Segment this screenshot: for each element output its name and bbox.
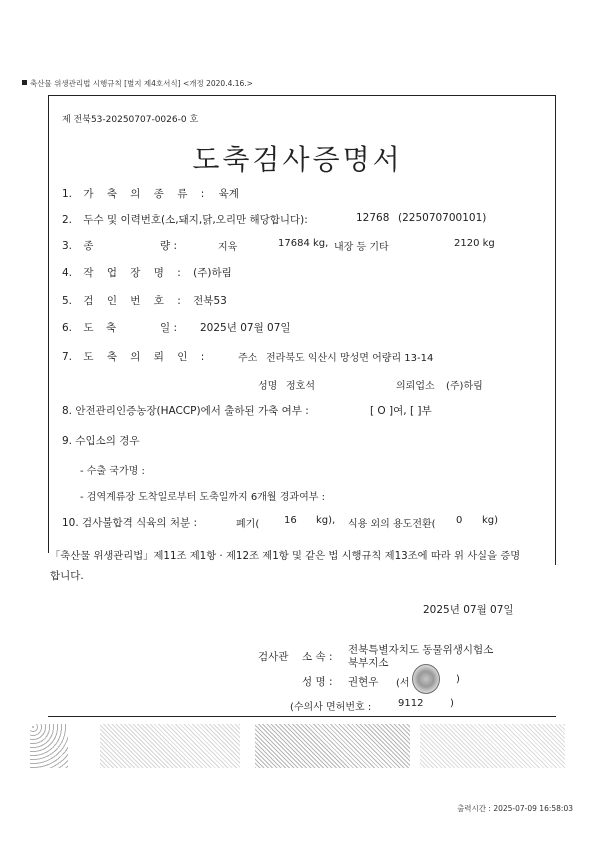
row-workplace bbox=[62, 265, 232, 280]
inspector-label: 검사관 bbox=[258, 651, 289, 663]
other-use-unit: kg) bbox=[482, 515, 499, 526]
document-number: 제 전북53-20250707-0026-0 호 bbox=[62, 115, 199, 125]
discard-unit: kg), bbox=[316, 515, 336, 526]
row-requester bbox=[62, 349, 209, 364]
carcass-label: 지육 bbox=[218, 242, 238, 253]
row-value: (주)하림 bbox=[193, 267, 232, 279]
security-pattern bbox=[30, 724, 68, 768]
seal-open: (서 bbox=[396, 678, 410, 689]
square-bullet-icon bbox=[22, 80, 27, 85]
headcount-value: 12768 bbox=[356, 212, 390, 224]
security-pattern bbox=[255, 724, 410, 768]
legal-statement-line2: 합니다. bbox=[50, 570, 84, 582]
row-label: 가 축 의 종 류 : bbox=[83, 188, 210, 200]
row-label: 검사불합격 식육의 처분 : bbox=[82, 517, 198, 529]
requester-org: (주)하림 bbox=[446, 381, 483, 392]
row-label-3: 일 : bbox=[160, 322, 178, 334]
affiliation-label: 소 속 : bbox=[302, 651, 333, 663]
slaughter-date: 2025년 07월 07일 bbox=[200, 322, 291, 334]
row-slaughter-date bbox=[62, 320, 94, 335]
requester-name-label: 성명 bbox=[258, 381, 278, 392]
row-number: 7. bbox=[62, 351, 73, 363]
legal-statement-line1: 「축산물 위생관리법」제11조 제1항 · 제12조 제1항 및 같은 법 시행규칙 제13조에 따라 위 사실을 증명 bbox=[50, 550, 521, 562]
frame-top bbox=[48, 95, 556, 96]
row-value: 전북53 bbox=[193, 295, 227, 307]
row-label: 검 인 번 호 : bbox=[83, 295, 186, 307]
row-weight bbox=[62, 238, 94, 253]
row-number: 5. bbox=[62, 295, 73, 307]
export-country-label: - 수출 국가명 : bbox=[80, 466, 145, 477]
row-label: 작 업 장 명 : bbox=[83, 267, 186, 279]
row-label-2: 축 bbox=[106, 322, 117, 334]
haccp-value: [ O ]여, [ ]부 bbox=[370, 405, 432, 417]
row-number: 9. bbox=[62, 435, 73, 447]
row-disposal bbox=[62, 515, 197, 530]
row-label: 도 축 의 뢰 인 : bbox=[83, 351, 210, 363]
license-close: ) bbox=[450, 698, 454, 709]
inspector-name: 권현우 bbox=[348, 676, 379, 688]
row-label: 안전관리인증농장(HACCP)에서 출하된 가축 여부 : bbox=[75, 405, 309, 417]
row-number: 4. bbox=[62, 267, 73, 279]
row-number: 10. bbox=[62, 517, 79, 529]
discard-value: 16 bbox=[284, 515, 297, 526]
row-number: 3. bbox=[62, 240, 73, 252]
row-label-2: 량 : bbox=[160, 240, 178, 252]
address-label: 주소 bbox=[238, 353, 258, 364]
discard-label: 폐기( bbox=[236, 519, 260, 530]
row-number: 6. bbox=[62, 322, 73, 334]
row-label: 종 bbox=[83, 240, 94, 252]
offal-weight: 2120 kg bbox=[454, 238, 495, 249]
inspector-name-label: 성 명 : bbox=[302, 676, 333, 688]
requester-name: 정호석 bbox=[286, 381, 315, 392]
row-headcount bbox=[62, 212, 308, 227]
issue-date: 2025년 07월 07일 bbox=[423, 604, 514, 616]
affiliation-line2: 북부지소 bbox=[348, 657, 389, 669]
row-number: 2. bbox=[62, 214, 73, 226]
affiliation-line1: 전북특별자치도 동물위생시험소 bbox=[348, 644, 494, 656]
other-use-label: 식용 외의 용도전환( bbox=[348, 519, 436, 530]
page-title: 도축검사증명서 bbox=[192, 143, 403, 176]
address-value: 전라북도 익산시 망성면 어량리 13-14 bbox=[266, 353, 434, 364]
license-label: (수의사 면허번호 : bbox=[290, 702, 372, 713]
print-timestamp: 출력시간 : 2025-07-09 16:58:03 bbox=[457, 804, 573, 813]
row-number: 8. bbox=[62, 405, 73, 417]
form-note-text: 축산물 위생관리법 시행규칙 [별지 제4호서식] <개정 2020.4.16.> bbox=[30, 79, 253, 88]
license-number: 9112 bbox=[398, 698, 424, 709]
row-label: 두수 및 이력번호(소,돼지,닭,오리만 해당합니다): bbox=[83, 214, 308, 226]
row-label: 도 bbox=[83, 322, 94, 334]
requester-org-label: 의뢰업소 bbox=[396, 381, 435, 392]
seal-close: ) bbox=[456, 674, 460, 685]
carcass-weight: 17684 kg, bbox=[278, 238, 329, 249]
row-number: 1. bbox=[62, 188, 73, 200]
security-pattern bbox=[420, 724, 565, 768]
row-species bbox=[62, 186, 239, 201]
offal-label: 내장 등 기타 bbox=[334, 242, 389, 253]
form-note bbox=[22, 78, 253, 89]
row-haccp bbox=[62, 403, 309, 418]
row-label: 수입소의 경우 bbox=[75, 435, 140, 447]
other-use-value: 0 bbox=[456, 515, 463, 526]
row-value: 육계 bbox=[218, 188, 239, 200]
quarantine-label: - 검역계류장 도착일로부터 도축일까지 6개월 경과여부 : bbox=[80, 492, 325, 503]
official-seal-icon bbox=[412, 664, 440, 694]
row-stamp-number bbox=[62, 293, 227, 308]
row-import bbox=[62, 433, 140, 448]
security-pattern bbox=[100, 724, 240, 768]
frame-bottom bbox=[48, 716, 556, 717]
trace-number: (225070700101) bbox=[398, 212, 487, 224]
